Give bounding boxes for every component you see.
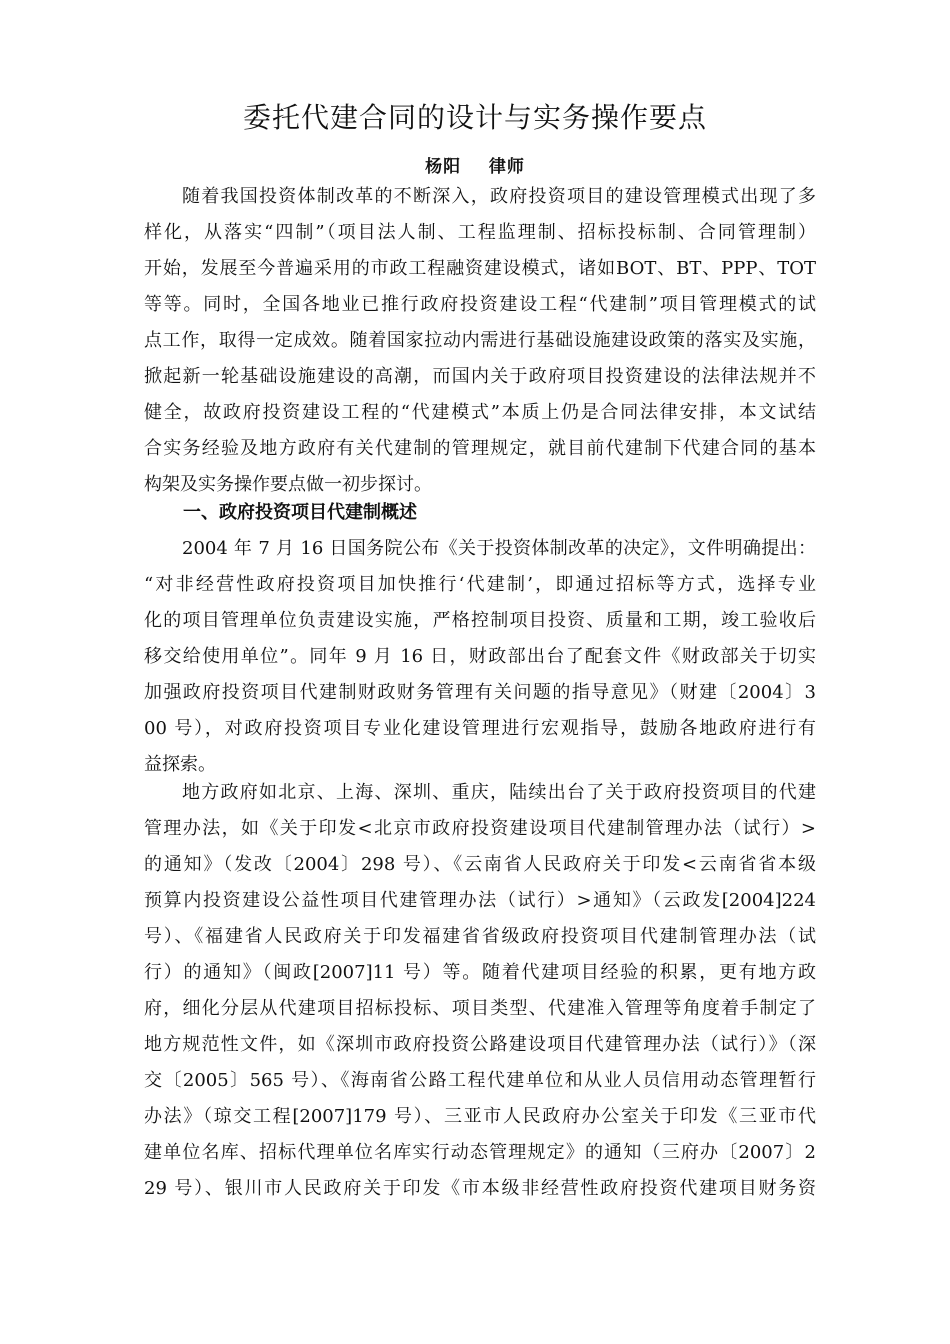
text-line: 合实务经验及地方政府有关代建制的管理规定，就目前代建制下代建合同的基本	[144, 438, 816, 459]
text-line: 预算内投资建设公益性项目代建管理办法（试行）>通知》（云政发[2004]224	[144, 890, 816, 911]
text-line: 行）的通知》（闽政[2007]11 号）等。随着代建项目经验的积累，更有地方政	[144, 962, 816, 983]
text-line: 开始，发展至今普遍采用的市政工程融资建设模式，诸如BOT、BT、PPP、TOT	[144, 258, 816, 279]
text-line: 加强政府投资项目代建制财政财务管理有关问题的指导意见》（财建〔2004〕3	[144, 682, 816, 703]
text-line: 掀起新一轮基础设施建设的高潮，而国内关于政府项目投资建设的法律法规并不	[144, 366, 816, 387]
text-line: 管理办法，如《关于印发<北京市政府投资建设项目代建制管理办法（试行）>	[144, 818, 816, 839]
text-line: 的通知》（发改〔2004〕298 号）、《云南省人民政府关于印发<云南省省本级	[144, 854, 816, 875]
document-title: 委托代建合同的设计与实务操作要点	[242, 101, 707, 134]
section-heading: 一、政府投资项目代建制概述	[183, 502, 417, 523]
text-line: 点工作，取得一定成效。随着国家拉动内需进行基础设施建设政策的落实及实施，	[144, 330, 816, 351]
text-line: 等等。同时，全国各地业已推行政府投资建设工程“代建制”项目管理模式的试	[144, 294, 816, 315]
text-line: 府，细化分层从代建项目招标投标、项目类型、代建准入管理等角度着手制定了	[144, 998, 816, 1019]
text-line: 建单位名库、招标代理单位名库实行动态管理规定》的通知（三府办〔2007〕2	[144, 1142, 816, 1163]
text-line: 益探索。	[144, 754, 216, 775]
text-line: 随着我国投资体制改革的不断深入，政府投资项目的建设管理模式出现了多	[182, 186, 816, 207]
text-line: 地方规范性文件，如《深圳市政府投资公路建设项目代建管理办法（试行）》（深	[144, 1034, 816, 1055]
text-line: 样化，从落实“四制”（项目法人制、工程监理制、招标投标制、合同管理制）	[144, 222, 816, 243]
text-line: “对非经营性政府投资项目加快推行‘代建制’，即通过招标等方式，选择专业	[144, 574, 816, 595]
text-line: 地方政府如北京、上海、深圳、重庆，陆续出台了关于政府投资项目的代建	[182, 782, 816, 803]
text-line: 健全，故政府投资建设工程的“代建模式”本质上仍是合同法律安排，本文试结	[144, 402, 816, 423]
text-line: 办法》（琼交工程[2007]179 号）、三亚市人民政府办公室关于印发《三亚市代	[144, 1106, 816, 1127]
text-line: 交〔2005〕565 号）、《海南省公路工程代建单位和从业人员信用动态管理暂行	[144, 1070, 816, 1091]
text-line: 移交给使用单位”。同年 9 月 16 日，财政部出台了配套文件《财政部关于切实	[144, 646, 816, 667]
text-line: 00 号），对政府投资项目专业化建设管理进行宏观指导，鼓励各地政府进行有	[144, 718, 816, 739]
author-line: 杨阳 律师	[425, 157, 525, 177]
text-line: 化的项目管理单位负责建设实施，严格控制项目投资、质量和工期，竣工验收后	[144, 610, 816, 631]
text-line: 29 号）、银川市人民政府关于印发《市本级非经营性政府投资代建项目财务资	[144, 1178, 816, 1199]
text-line: 构架及实务操作要点做一初步探讨。	[144, 474, 432, 495]
text-line: 2004 年 7 月 16 日国务院公布《关于投资体制改革的决定》，文件明确提出：	[182, 538, 816, 559]
text-line: 号）、《福建省人民政府关于印发福建省省级政府投资项目代建制管理办法（试	[144, 926, 816, 947]
